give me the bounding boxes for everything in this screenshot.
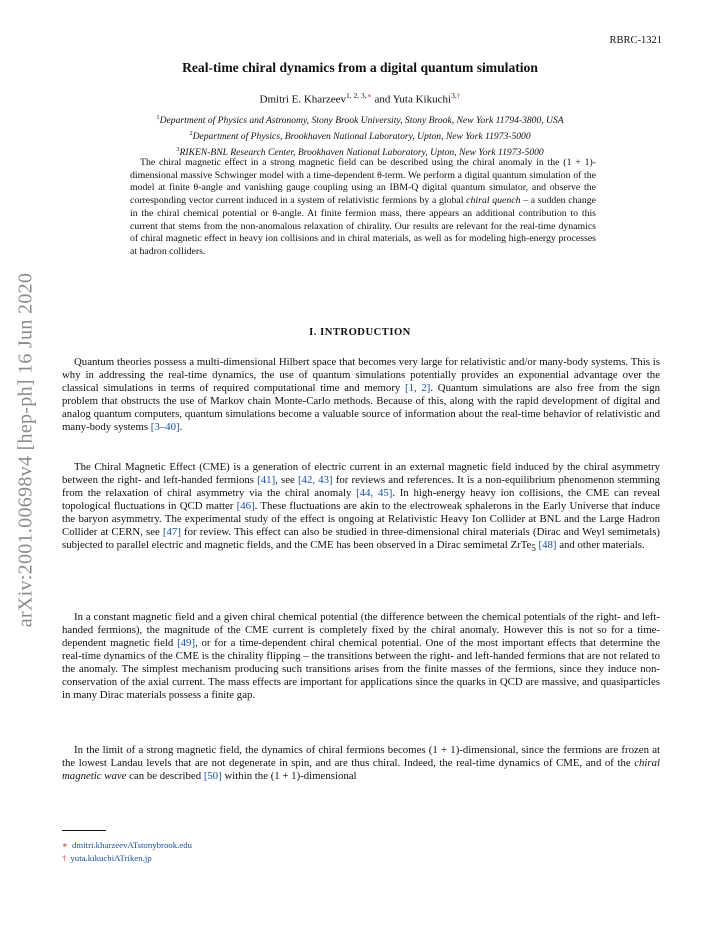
citation-link[interactable]: [3–40]	[150, 421, 180, 433]
paragraph: The Chiral Magnetic Effect (CME) is a generation of electric current in an external magnetic field induced by the chiral asymmetry between the right- and left-handed fermions [41], see [42, 43] for reviews and references. It is a non-equilibrium phenomenon stemming from the relaxation of chiral asymmetry via the chiral anomaly [44, 45]. In high-energy heavy ion collisions, the CME can reveal topological fluctuations in QCD matter [46]. These fluctuations are akin to the electroweak sphalerons in the Early Universe that induce the baryon asymmetry. The experimental study of the effect is ongoing at Relativistic Heavy Ion Collider at BNL and the Large Hadron Collider at CERN, see [47] for review. This effect can also be studied in three-dimensional chiral materials (Dirac and Weyl semimetals) subjected to parallel electric and magnetic fields, and the CME has been observed in a Dirac semimetal ZrTe$_5$ [48] and other materials.	[62, 461, 661, 554]
author-name: Dmitri E. Kharzeev	[259, 93, 346, 106]
affiliation: $^3$RIKEN-BNL Research Center, Brookhaven National Laboratory, Upton, New York 11973-5000	[176, 146, 544, 159]
paragraph: In a constant magnetic field and a given chiral chemical potential (the difference between the chemical potentials of the right- and left-handed fermions), the magnitude of the CME current is completely fixed by the chiral anomaly. However this is not so for a time-dependent magnetic field [49], or for a time-dependent chiral chemical potential. One of the most important effects that determine the real-time dynamics of the CME is the chirality flipping – the transitions between the right- and left-handed fermions that are not related to the anomaly. The simplest mechanism producing such transitions arises from the finite masses of the fermions, since they induce non-conservation of the axial current. The mass effects are important for applications since the quarks in QCD are massive, and quasiparticles in many Dirac materials possess a finite gap.	[62, 611, 660, 701]
paragraph: Quantum theories possess a multi-dimensional Hilbert space that becomes very large for relativistic and/or many-body systems. This is why in addressing the real-time dynamics, the use of quantum simulations potentially provides an exponential advantage over the classical simulations in terms of required computational time and memory [1, 2]. Quantum simulations are also free from the sign problem that obstructs the use of Markov chain Monte-Carlo methods. Because of this, along with the rapid development of digital and analog quantum computers, quantum simulations become a valuable source of information about the real-time behavior of relativistic and many-body systems [3–40].	[62, 356, 660, 433]
email-link[interactable]: dmitri.kharzeevATstonybrook.edu	[71, 840, 193, 850]
arxiv-id: arXiv:2001.00698v4 [hep-ph] 16 Jun 2020	[14, 272, 37, 628]
citation-link[interactable]: [50]	[203, 770, 222, 782]
author-affiliation-marks: 3,†	[451, 91, 461, 100]
paper-title: Real-time chiral dynamics from a digital quantum simulation	[182, 60, 538, 75]
affiliations	[0, 111, 720, 160]
citation-link[interactable]: [49]	[177, 637, 196, 649]
footnote	[62, 840, 192, 851]
author-affiliation-marks: 1, 2, 3,∗	[345, 91, 372, 100]
footnote-rule	[62, 830, 106, 831]
author-joiner: and	[374, 93, 391, 106]
abstract: The chiral magnetic effect in a strong magnetic field can be described using the chiral anomaly in the (1 + 1)-dimensional massive Schwinger model with a time-dependent θ-term. We perform a digital quantum simulation of the model at finite θ-angle and vanishing gauge coupling using an IBM-Q digital quantum simulator, and observe the corresponding vector current induced in a system of relativistic fermions by a global chiral quench – a sudden change in the chiral chemical potential or θ-angle. At finite fermion mass, there appears an additional contribution to this current that stems from the non-anomalous relaxation of chirality. Our results are relevant for the real-time dynamics of chiral magnetic effect in heavy ion collisions and in chiral materials, as well as for modeling high-energy processes at hadron colliders.	[130, 157, 596, 257]
citation-link[interactable]: [41]	[257, 474, 276, 486]
citation-link[interactable]: [44, 45]	[356, 487, 393, 499]
author-name: Yuta Kikuchi	[392, 93, 452, 106]
citation-link[interactable]: [47]	[162, 526, 181, 538]
email-link[interactable]: yuta.kikuchiATriken.jp	[70, 853, 152, 863]
arxiv-sidebar-stamp	[6, 240, 46, 660]
section-heading: I. INTRODUCTION	[309, 327, 411, 338]
affiliation: $^2$Department of Physics, Brookhaven National Laboratory, Upton, New York 11973-5000	[189, 130, 531, 143]
footnote	[62, 853, 152, 863]
footnote-mark: ∗	[62, 840, 68, 850]
author-line	[0, 91, 720, 106]
footnote-mark: †	[62, 853, 67, 863]
citation-link[interactable]: [48]	[538, 539, 557, 551]
paragraph: In the limit of a strong magnetic field, the dynamics of chiral fermions becomes (1 + 1)-dimensional, since the fermions are frozen at the lowest Landau levels that are not degenerate in spin, and are thus chiral. Indeed, the real-time dynamics of CME, and of the chiral magnetic wave can be described [50] within the (1 + 1)-dimensional	[62, 744, 660, 782]
citation-link[interactable]: [42, 43]	[297, 474, 333, 486]
report-number: RBRC-1321	[609, 35, 662, 46]
citation-link[interactable]: [1, 2]	[405, 382, 431, 394]
citation-link[interactable]: [46]	[236, 500, 255, 512]
affiliation: $^1$Department of Physics and Astronomy, Stony Brook University, Stony Brook, New York 11794-3800, USA	[156, 114, 564, 127]
